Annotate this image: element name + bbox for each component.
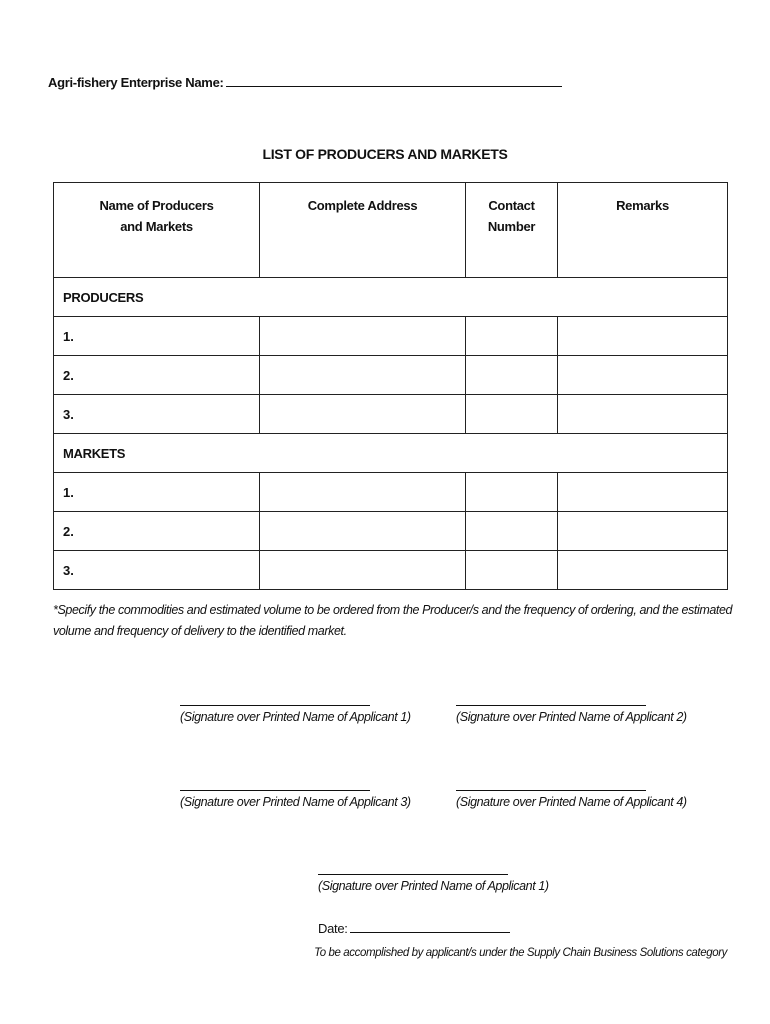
remarks-cell[interactable] <box>558 356 728 395</box>
signature-caption: (Signature over Printed Name of Applicant 1) <box>180 710 411 724</box>
signature-block-4 <box>456 782 687 809</box>
page-title: LIST OF PRODUCERS AND MARKETS <box>262 146 508 162</box>
signature-caption: (Signature over Printed Name of Applicant 2) <box>456 710 687 724</box>
remarks-cell[interactable] <box>558 395 728 434</box>
contact-cell[interactable] <box>466 473 558 512</box>
producers-markets-table <box>53 182 728 590</box>
section-row-producers <box>54 278 728 317</box>
signature-caption: (Signature over Printed Name of Applicant 3) <box>180 795 411 809</box>
row-number: 2. <box>54 512 260 551</box>
table-row <box>54 551 728 590</box>
signature-caption: (Signature over Printed Name of Applicant 4) <box>456 795 687 809</box>
table-header-row <box>54 183 728 278</box>
address-cell[interactable] <box>260 395 466 434</box>
signature-block-2 <box>456 697 687 724</box>
contact-cell[interactable] <box>466 512 558 551</box>
table-row <box>54 473 728 512</box>
address-cell[interactable] <box>260 473 466 512</box>
contact-cell[interactable] <box>466 395 558 434</box>
row-number: 1. <box>54 317 260 356</box>
address-cell[interactable] <box>260 512 466 551</box>
table-row <box>54 395 728 434</box>
address-cell[interactable] <box>260 356 466 395</box>
section-label: PRODUCERS <box>54 278 728 317</box>
signature-line[interactable] <box>180 697 370 706</box>
row-number: 1. <box>54 473 260 512</box>
enterprise-name-label: Agri-fishery Enterprise Name: <box>48 75 224 90</box>
signature-block-1 <box>180 697 411 724</box>
table-row <box>54 512 728 551</box>
section-row-markets <box>54 434 728 473</box>
col-header-address: Complete Address <box>260 183 466 278</box>
table-row <box>54 356 728 395</box>
signature-caption: (Signature over Printed Name of Applicant 1) <box>318 879 549 893</box>
contact-cell[interactable] <box>466 551 558 590</box>
signature-line[interactable] <box>456 697 646 706</box>
date-field <box>318 921 510 936</box>
contact-cell[interactable] <box>466 356 558 395</box>
enterprise-name-line[interactable] <box>226 76 562 87</box>
signature-line[interactable] <box>180 782 370 791</box>
signature-block-5 <box>318 866 549 893</box>
enterprise-name-field <box>48 75 562 90</box>
col-header-remarks: Remarks <box>558 183 728 278</box>
signature-block-3 <box>180 782 411 809</box>
col-header-contact: Contact Number <box>466 183 558 278</box>
section-label: MARKETS <box>54 434 728 473</box>
footer-note: To be accomplished by applicant/s under the Supply Chain Business Solutions category <box>314 947 727 959</box>
table-row <box>54 317 728 356</box>
date-line[interactable] <box>350 922 510 933</box>
signature-line[interactable] <box>456 782 646 791</box>
remarks-cell[interactable] <box>558 317 728 356</box>
col-header-name: Name of Producers and Markets <box>54 183 260 278</box>
address-cell[interactable] <box>260 317 466 356</box>
row-number: 3. <box>54 551 260 590</box>
signature-line[interactable] <box>318 866 508 875</box>
remarks-cell[interactable] <box>558 473 728 512</box>
contact-cell[interactable] <box>466 317 558 356</box>
date-label: Date: <box>318 921 348 936</box>
address-cell[interactable] <box>260 551 466 590</box>
row-number: 3. <box>54 395 260 434</box>
row-number: 2. <box>54 356 260 395</box>
remarks-cell[interactable] <box>558 551 728 590</box>
instruction-note: *Specify the commodities and estimated volume to be ordered from the Producer/s and the frequency of ordering, and the estimated volume and frequency of delivery to the identified market. <box>53 603 733 638</box>
remarks-cell[interactable] <box>558 512 728 551</box>
